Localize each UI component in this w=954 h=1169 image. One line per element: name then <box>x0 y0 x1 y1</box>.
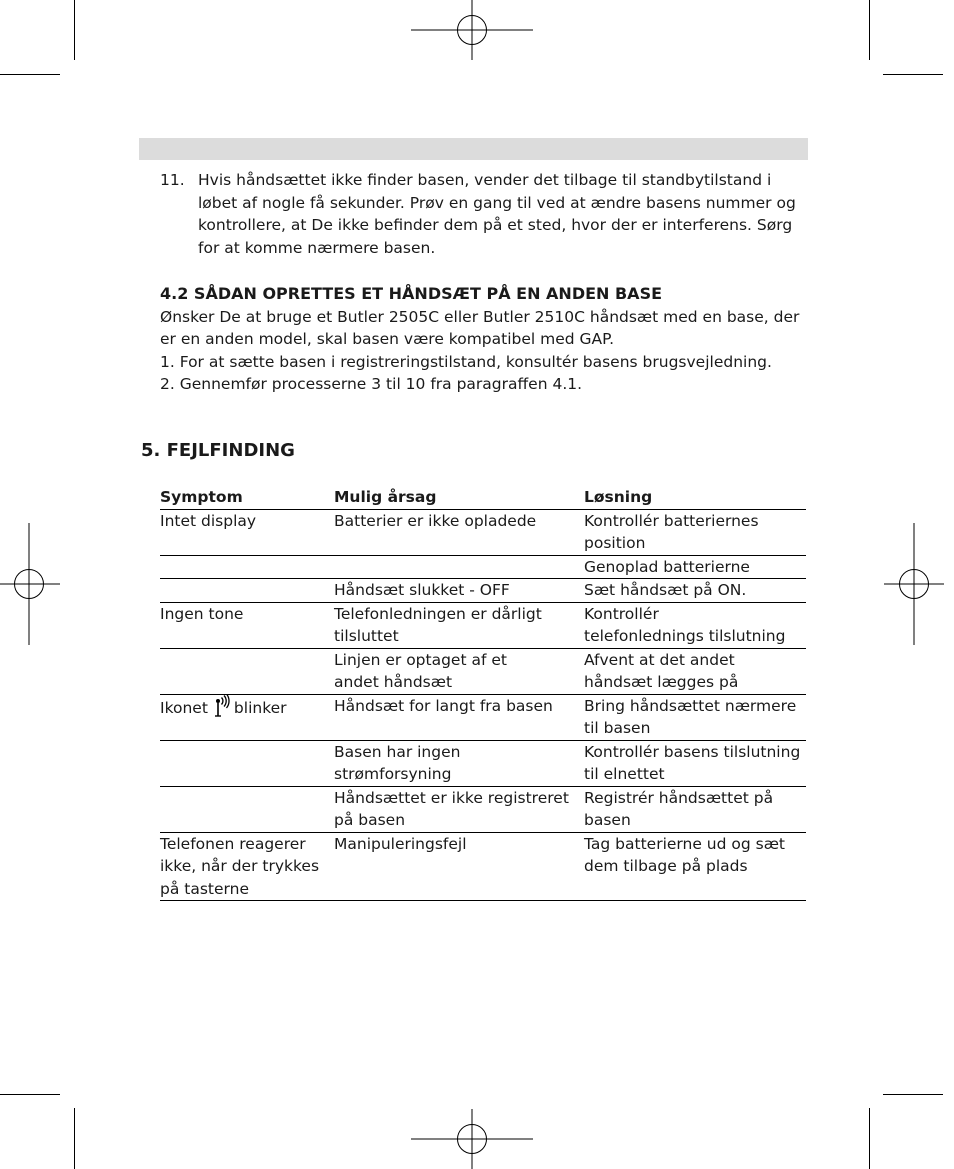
table-row <box>160 509 806 555</box>
section-4-2 <box>160 283 810 396</box>
solution-cell: Genoplad batterierne <box>584 557 750 576</box>
table-row <box>160 740 806 786</box>
crop-mark <box>869 1108 870 1169</box>
cause-cell: Håndsættet er ikke registreret på basen <box>334 788 569 829</box>
solution-cell: Sæt håndsæt på ON. <box>584 581 747 599</box>
step-2: 2. Gennemfør processerne 3 til 10 fra paragraffen 4.1. <box>160 375 583 393</box>
section-heading: 4.2 SÅDAN OPRETTES ET HÅNDSÆT PÅ EN ANDEN BASE <box>160 284 663 303</box>
cause-cell: Basen har ingen strømforsyning <box>334 742 461 783</box>
troubleshooting-table <box>160 486 806 901</box>
solution-cell: Bring håndsættet nærmere til basen <box>584 696 797 737</box>
crop-mark <box>883 1094 943 1095</box>
symptom-suffix: blinker <box>233 698 287 717</box>
column-header-cause: Mulig årsag <box>334 486 584 509</box>
registration-mark-icon <box>0 523 60 645</box>
symptom-cell: Ingen tone <box>160 604 244 623</box>
table-row <box>160 694 806 740</box>
solution-cell: Kontrollér telefonlednings tilslutning <box>584 604 786 645</box>
registration-mark-icon <box>411 1109 533 1169</box>
crop-mark <box>74 0 75 60</box>
section-paragraph: Ønsker De at bruge et Butler 2505C eller Butler 2510C håndsæt med en base, der er en anden model, skal basen være kompatibel med GAP. <box>160 307 800 348</box>
table-row <box>160 579 806 603</box>
table-row <box>160 602 806 648</box>
column-header-solution: Løsning <box>584 486 806 509</box>
list-item-number: 11. <box>160 171 185 189</box>
symptom-cell <box>160 694 334 740</box>
cause-cell: Linjen er optaget af et andet håndsæt <box>334 650 507 691</box>
registration-mark-icon <box>411 0 533 60</box>
cause-cell: Håndsæt for langt fra basen <box>334 696 553 715</box>
cause-cell: Telefonledningen er dårligt tilsluttet <box>334 604 542 645</box>
symptom-cell: Telefonen reagerer ikke, når der trykkes på tasterne <box>160 834 320 898</box>
table-row <box>160 786 806 832</box>
table-row <box>160 648 806 694</box>
solution-cell: Registrér håndsættet på basen <box>584 788 774 829</box>
table-row <box>160 832 806 901</box>
list-item-text: Hvis håndsættet ikke finder basen, vender det tilbage til standbytilstand i løbet af nogle få sekunder. Prøv en gang til ved at ændre basens nummer og kontrollere, at De ikke befinder dem på et sted, hvor der er interferens. Sørg for at komme nærmere basen. <box>198 171 796 257</box>
antenna-signal-icon <box>211 695 231 717</box>
crop-mark <box>0 1094 60 1095</box>
column-header-symptom: Symptom <box>160 486 334 509</box>
table-header-row <box>160 486 806 509</box>
crop-mark <box>869 0 870 60</box>
solution-cell: Kontrollér batteriernes position <box>584 511 759 552</box>
cause-cell: Batterier er ikke opladede <box>334 511 537 530</box>
symptom-cell: Intet display <box>160 511 257 530</box>
table-row <box>160 555 806 579</box>
cause-cell: Manipuleringsfejl <box>334 834 467 853</box>
registration-mark-icon <box>884 523 944 645</box>
solution-cell: Tag batterierne ud og sæt dem tilbage på plads <box>584 834 786 875</box>
step-1: 1. For at sætte basen i registreringstilstand, konsultér basens brugsvejledning. <box>160 352 772 371</box>
crop-mark <box>0 74 60 75</box>
list-item-11 <box>160 169 810 259</box>
symptom-prefix: Ikonet <box>160 698 208 717</box>
solution-cell: Kontrollér basens tilslutning til elnettet <box>584 742 801 783</box>
section-5-heading: 5. FEJLFINDING <box>141 440 295 461</box>
solution-cell: Afvent at det andet håndsæt lægges på <box>584 650 739 691</box>
crop-mark <box>74 1108 75 1169</box>
cause-cell: Håndsæt slukket - OFF <box>334 581 510 599</box>
crop-mark <box>883 74 943 75</box>
header-bar <box>139 138 808 160</box>
